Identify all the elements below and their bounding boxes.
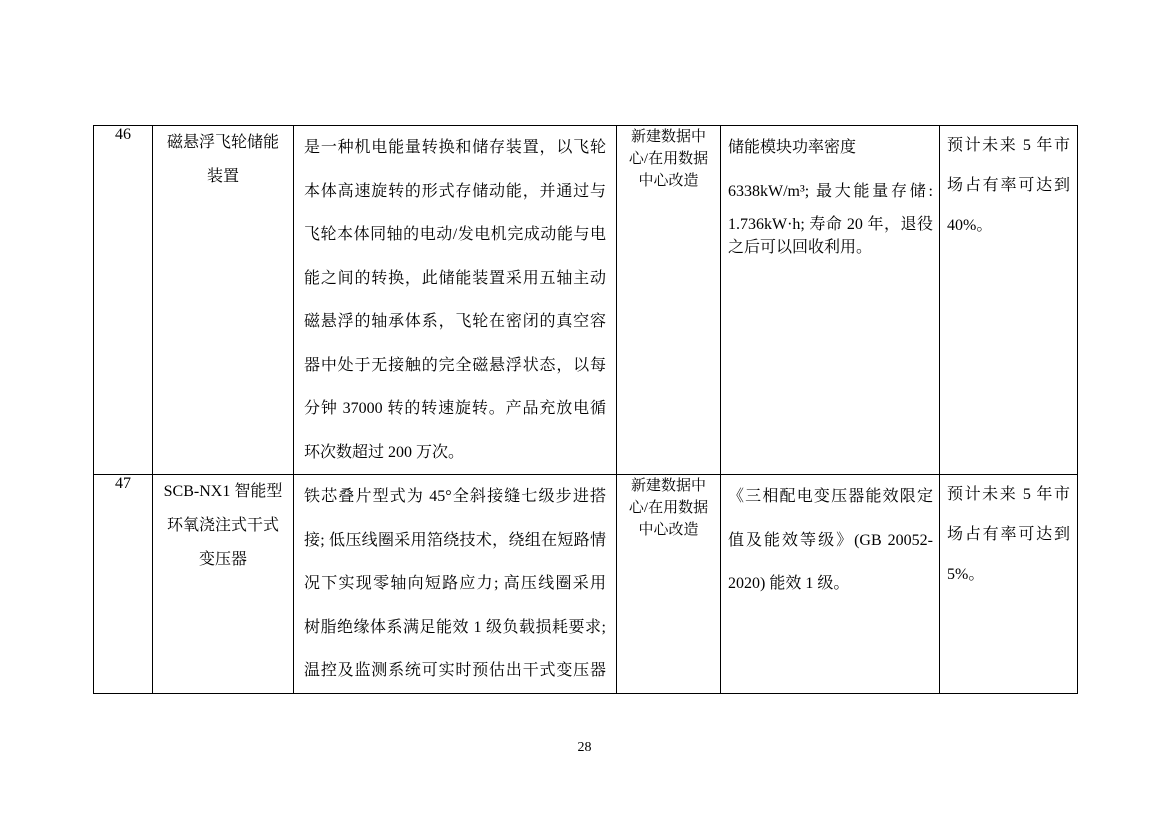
market-forecast-text: 预计未来 5 年市 场占有率可达到 40%。 bbox=[947, 137, 1070, 234]
row-number: 46 bbox=[115, 126, 131, 143]
product-description-text: 铁芯叠片型式为 45°全斜接缝七级步进搭 接; 低压线圈采用箔绕技术，绕组在短路情 况下实现零轴向短路应力; 高压线圈采用 树脂绝缘体系满足能效 1 级负载损耗要求; 温控及监测系统可实时预估出干式变压器 bbox=[304, 488, 606, 679]
market-forecast-text: 预计未来 5 年市 场占有率可达到 5%。 bbox=[947, 486, 1070, 583]
technical-spec-text: 《三相配电变压器能效限定 值及能效等级》(GB 20052- 2020) 能效 1 级。 bbox=[728, 488, 933, 592]
product-description-cell bbox=[294, 475, 617, 694]
application-scenario-cell bbox=[617, 126, 721, 475]
row-number-cell bbox=[94, 126, 153, 475]
product-name-cell bbox=[153, 475, 294, 694]
product-description-text: 是一种机电能量转换和储存装置，以飞轮 本体高速旋转的形式存储动能，并通过与 飞轮本体同轴的电动/发电机完成动能与电 能之间的转换，此储能装置采用五轴主动 磁悬浮的轴承体系，飞轮在密闭的真空容 器中处于无接触的完全磁悬浮状态，以每 分钟 37000 转的转速旋转。产品充放电循 环次数超过 200 万次。 bbox=[304, 139, 606, 461]
application-scenario-text: 新建数据中 心/在用数据 中心改造 bbox=[628, 478, 709, 538]
product-name-text: 磁悬浮飞轮储能 装置 bbox=[166, 134, 279, 185]
product-name-cell bbox=[153, 126, 294, 475]
page-number: 28 bbox=[577, 740, 592, 755]
technical-spec-cell bbox=[721, 126, 940, 475]
market-forecast-cell bbox=[940, 475, 1078, 694]
product-description-cell bbox=[294, 126, 617, 475]
table-row bbox=[94, 475, 1078, 694]
application-scenario-text: 新建数据中 心/在用数据 中心改造 bbox=[628, 129, 709, 189]
row-number-cell bbox=[94, 475, 153, 694]
product-name-text: SCB-NX1 智能型 环氧浇注式干式 变压器 bbox=[163, 483, 283, 568]
technical-spec-cell bbox=[721, 475, 940, 694]
application-scenario-cell bbox=[617, 475, 721, 694]
technical-spec-text: 储能模块功率密度 6338kW/m³; 最大能量存储: 1.736kW·h; 寿命 20 年，退役 之后可以回收利用。 bbox=[728, 139, 933, 256]
market-forecast-cell bbox=[940, 126, 1078, 475]
row-number: 47 bbox=[115, 475, 131, 492]
products-table bbox=[93, 125, 1078, 694]
table-row bbox=[94, 126, 1078, 475]
